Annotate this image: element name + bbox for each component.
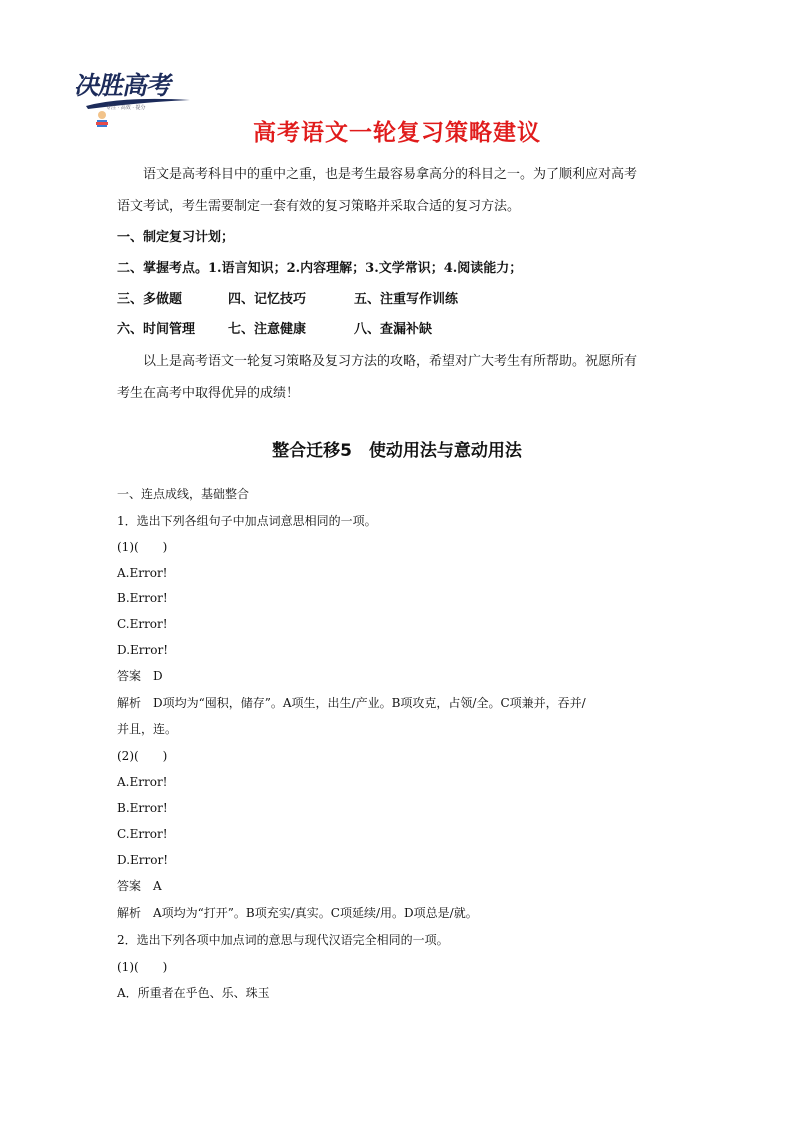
closing-line-2: 考生在高考中取得优异的成绩！ [117,386,300,401]
question-1: 1．选出下列各组句子中加点词意思相同的一项。 [117,514,377,528]
point-7: 七、注意健康 [228,322,307,337]
point-row-4 [117,322,432,337]
q1-1-option-c: C.Error! [117,617,168,631]
point-6: 六、时间管理 [117,322,196,337]
q1-2-option-b: B.Error! [117,801,168,815]
q1-2-answer: 答案 A [117,879,162,893]
q1-2-option-c: C.Error! [117,827,168,841]
q1-2-explanation: 解析 A项均为“打开”。B项充实/真实。C项延续/用。D项总是/就。 [117,906,478,920]
question-2: 2．选出下列各项中加点词的意思与现代汉语完全相同的一项。 [117,933,449,947]
q1-1-option-a: A.Error! [117,566,168,580]
point-3: 三、多做题 [117,292,183,307]
q1-1-option-b: B.Error! [117,591,168,605]
q2-1-option-a: A．所重者在乎色、乐、珠玉 [117,986,270,1000]
q1-1-explanation-line-2: 并且，连。 [117,722,178,736]
point-2: 二、掌握考点。1.语言知识；2.内容理解；3.文学常识；4.阅读能力； [117,261,523,276]
point-5: 五、注重写作训练 [354,292,459,307]
page-title: 高考语文一轮复习策略建议 [253,120,541,146]
q1-2-option-d: D.Error! [117,853,169,867]
intro-line-1: 语文是高考科目中的重中之重，也是考生最容易拿高分的科目之一。为了顺利应对高考 [143,167,638,182]
q1-2-option-a: A.Error! [117,775,168,789]
point-4: 四、记忆技巧 [228,292,307,307]
point-8: 八、查漏补缺 [354,322,433,337]
q1-1-explanation-line-1: 解析 D项均为“囤积，储存”。A项生，出生/产业。B项攻克，占领/全。C项兼并，吞并/ [117,696,586,710]
question-2-part-1: (1)( ) [117,960,168,974]
question-1-part-1: (1)( ) [117,540,168,554]
q1-1-option-d: D.Error! [117,643,169,657]
point-row-3 [117,292,458,307]
intro-line-2: 语文考试，考生需要制定一套有效的复习策略并采取合适的复习方法。 [117,199,521,214]
question-1-part-2: (2)( ) [117,749,168,763]
logo-brand-text: 决胜高考 [72,71,175,100]
section-title: 整合迁移5 使动用法与意动用法 [272,441,522,461]
closing-line-1: 以上是高考语文一轮复习策略及复习方法的攻略，希望对广大考生有所帮助。祝愿所有 [143,354,638,369]
section-subtitle: 一、连点成线，基础整合 [117,487,250,501]
logo-tagline: 专注 · 高效 · 提分 [106,105,146,111]
q1-1-answer: 答案 D [117,669,163,683]
point-1: 一、制定复习计划； [117,230,235,245]
